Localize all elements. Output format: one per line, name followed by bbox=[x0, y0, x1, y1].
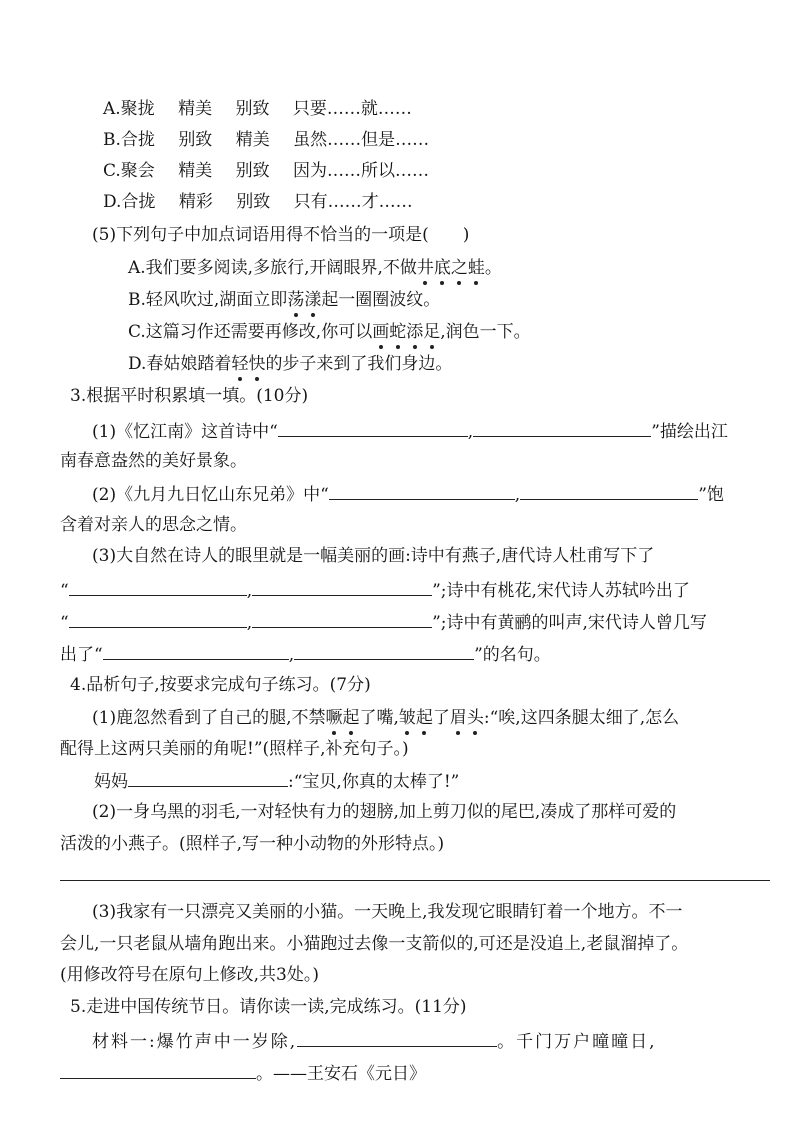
q4-p3-line2: 会儿,一只老鼠从墙角跑出来。小猫跑过去像一支箭似的,可还是没追上,老鼠溜掉了。 bbox=[60, 934, 689, 954]
dotted-char: 起 bbox=[342, 708, 360, 728]
q5-option-d bbox=[128, 352, 452, 376]
dotted-char: 添 bbox=[406, 322, 424, 342]
q3-p3-text: 出了“ bbox=[60, 645, 103, 665]
comma: , bbox=[246, 613, 253, 633]
answer-blank[interactable] bbox=[103, 641, 289, 660]
option-b bbox=[103, 128, 429, 152]
dotted-char: 荡 bbox=[287, 290, 305, 310]
q5-d-end: 的步子来到了我们身边。 bbox=[265, 354, 453, 374]
q5-stem bbox=[92, 223, 469, 247]
q3-p3-line2 bbox=[60, 577, 690, 603]
option-c-word3: 别致 bbox=[235, 161, 270, 181]
q4-p1-line3 bbox=[94, 768, 459, 794]
q3-p3-text: ”;诗中有黄鹂的叫声,宋代诗人曾几写 bbox=[432, 613, 707, 633]
q5-b-text: B.轻风吹过,湖面立即 bbox=[128, 290, 288, 310]
dotted-char: 漾 bbox=[304, 290, 322, 310]
answer-blank[interactable] bbox=[294, 641, 474, 660]
option-b-word4: 虽然……但是…… bbox=[293, 130, 430, 150]
dotted-char: 快 bbox=[248, 354, 266, 374]
comma: , bbox=[246, 581, 253, 601]
q4-p1-text-end: :“宝贝,你真的太棒了!” bbox=[288, 772, 460, 792]
option-c bbox=[103, 159, 429, 183]
q4-p1-line2: 配得上这两只美丽的角呢!”(照样子,补充句子。) bbox=[60, 739, 409, 759]
q3-p2-line1 bbox=[92, 481, 724, 507]
dotted-char: 底 bbox=[433, 258, 451, 278]
q5-stem-close: ) bbox=[462, 225, 470, 245]
q3-p1-text-end: ”描绘出江 bbox=[651, 422, 728, 442]
comma: , bbox=[288, 645, 295, 665]
option-c-word1: C.聚会 bbox=[103, 161, 155, 181]
dotted-char: 足 bbox=[423, 322, 441, 342]
q5-stem-text: (5)下列句子中加点词语用得不恰当的一项是( bbox=[92, 225, 429, 245]
material1-source: 。——王安石《元日》 bbox=[256, 1064, 426, 1084]
dotted-char: 皱 bbox=[398, 708, 416, 728]
dotted-char: 蛙 bbox=[467, 258, 485, 278]
q3-p3-line3 bbox=[60, 609, 707, 635]
option-b-word2: 别致 bbox=[178, 130, 213, 150]
quote-open: “ bbox=[60, 613, 69, 633]
q3-p3-text-end: ”的名句。 bbox=[474, 645, 551, 665]
q3-p2-text-end: ”饱 bbox=[698, 485, 724, 505]
dotted-char: 噘 bbox=[325, 708, 343, 728]
q4-p1-text: 妈妈 bbox=[94, 772, 128, 792]
q3-p3-line4 bbox=[60, 641, 551, 667]
q5-a-text: A.我们要多阅读,多旅行,开阔眼界,不做 bbox=[128, 258, 417, 278]
answer-blank[interactable] bbox=[278, 418, 468, 437]
q3-p1-line2: 南春意盎然的美好景象。 bbox=[60, 451, 247, 471]
dotted-char: 画 bbox=[372, 322, 390, 342]
q5-option-a bbox=[128, 256, 502, 280]
dotted-char: 井 bbox=[416, 258, 434, 278]
material1-line1 bbox=[92, 1028, 657, 1054]
option-a-word4: 只要……就…… bbox=[292, 99, 412, 119]
q5-option-c bbox=[128, 320, 531, 344]
option-d bbox=[103, 190, 413, 214]
option-a-word1: A.聚拢 bbox=[103, 99, 155, 119]
q4-p2-line2: 活泼的小燕子。(照样子,写一种小动物的外形特点。) bbox=[60, 834, 445, 854]
dotted-char: 头 bbox=[466, 708, 484, 728]
q3-p3-text: ”;诗中有桃花,宋代诗人苏轼吟出了 bbox=[432, 581, 690, 601]
q5-a-end: 。 bbox=[484, 258, 502, 278]
option-b-word1: B.合拢 bbox=[103, 130, 155, 150]
option-d-word1: D.合拢 bbox=[103, 192, 156, 212]
q4-p1-line1 bbox=[92, 706, 679, 730]
answer-blank[interactable] bbox=[473, 418, 651, 437]
q4-p1-text: 了 bbox=[432, 708, 450, 728]
option-a-word3: 别致 bbox=[235, 99, 270, 119]
option-a bbox=[103, 97, 412, 121]
dotted-char: 轻 bbox=[231, 354, 249, 374]
option-a-word2: 精美 bbox=[178, 99, 213, 119]
q4-p3-line1: (3)我家有一只漂亮又美丽的小猫。一天晚上,我发现它眼睛钉着一个地方。不一 bbox=[92, 902, 683, 922]
q5-c-text: C.这篇习作还需要再修改,你可以 bbox=[128, 322, 373, 342]
q3-p2-text: (2)《九月九日忆山东兄弟》中“ bbox=[92, 485, 329, 505]
q4-p1-text: 了嘴, bbox=[359, 708, 399, 728]
q4-p1-text: :“唉,这四条腿太细了,怎么 bbox=[483, 708, 680, 728]
material1-text: 材料一:爆竹声中一岁除, bbox=[92, 1032, 298, 1052]
q4-p1-text: (1)鹿忽然看到了自己的腿,不禁 bbox=[92, 708, 326, 728]
material1-line2 bbox=[60, 1060, 426, 1086]
dotted-char: 蛇 bbox=[389, 322, 407, 342]
option-b-word3: 精美 bbox=[235, 130, 270, 150]
q3-p1-text: (1)《忆江南》这首诗中“ bbox=[92, 422, 278, 442]
answer-blank[interactable] bbox=[69, 577, 247, 596]
comma: , bbox=[467, 422, 474, 442]
dotted-char: 眉 bbox=[449, 708, 467, 728]
option-c-word2: 精美 bbox=[178, 161, 213, 181]
q3-p1-line1 bbox=[92, 418, 728, 444]
material1-text: 。千门万户曈曈日, bbox=[497, 1032, 657, 1052]
dotted-char: 之 bbox=[450, 258, 468, 278]
answer-line[interactable] bbox=[60, 880, 770, 881]
q4-title: 4.品析句子,按要求完成句子练习。(7分) bbox=[70, 675, 371, 695]
answer-blank[interactable] bbox=[128, 768, 288, 787]
q3-title: 3.根据平时积累填一填。(10分) bbox=[70, 386, 309, 406]
q5-option-b bbox=[128, 288, 440, 312]
answer-blank[interactable] bbox=[297, 1028, 497, 1047]
option-d-word3: 别致 bbox=[236, 192, 271, 212]
answer-blank[interactable] bbox=[520, 481, 698, 500]
q5s-title: 5.走进中国传统节日。请你读一读,完成练习。(11分) bbox=[70, 997, 467, 1017]
answer-blank[interactable] bbox=[329, 481, 515, 500]
answer-blank[interactable] bbox=[252, 577, 432, 596]
option-d-word4: 只有……才…… bbox=[293, 192, 413, 212]
dotted-char: 起 bbox=[415, 708, 433, 728]
q5-c-end: ,润色一下。 bbox=[440, 322, 531, 342]
q4-p2-line1: (2)一身乌黑的羽毛,一对轻快有力的翅膀,加上剪刀似的尾巴,凑成了那样可爱的 bbox=[92, 802, 677, 822]
answer-blank[interactable] bbox=[69, 609, 247, 628]
q5-b-end: 起一圈圈波纹。 bbox=[321, 290, 441, 310]
comma: , bbox=[514, 485, 521, 505]
q5-d-text: D.春姑娘踏着 bbox=[128, 354, 232, 374]
q4-p3-line3: (用修改符号在原句上修改,共3处。) bbox=[60, 965, 319, 985]
quote-open: “ bbox=[60, 581, 69, 601]
q3-p3-line1: (3)大自然在诗人的眼里就是一幅美丽的画:诗中有燕子,唐代诗人杜甫写下了 bbox=[92, 546, 655, 566]
q3-p2-line2: 含着对亲人的思念之情。 bbox=[60, 515, 247, 535]
answer-blank[interactable] bbox=[60, 1060, 256, 1079]
answer-blank[interactable] bbox=[252, 609, 432, 628]
option-d-word2: 精彩 bbox=[178, 192, 213, 212]
option-c-word4: 因为……所以…… bbox=[293, 161, 430, 181]
